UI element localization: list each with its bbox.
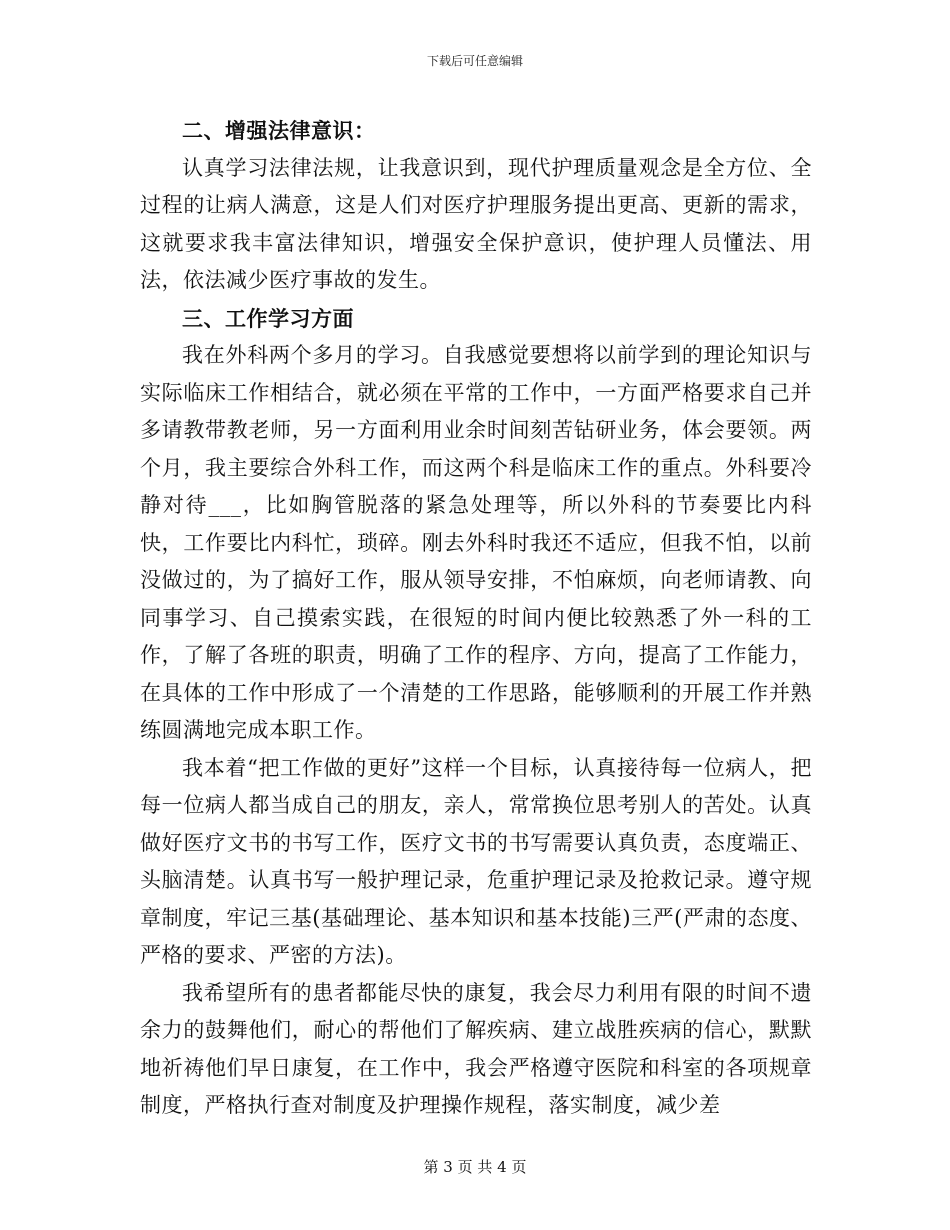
paragraph-surgery-study: 我在外科两个多月的学习。自我感觉要想将以前学到的理论知识与实际临床工作相结合，就必须在平常的工作中，一方面严格要求自己并多请教带教老师，另一方面利用业余时间刻苦钻研业务，体会要领。两个月，我主要综合外科工作，而这两个科是临床工作的重点。外科要冷静对待___，比如胸管脱落的紧急处理等，所以外科的节奏要比内科快，工作要比内科忙，琐碎。刚去外科时我还不适应，但我不怕，以前没做过的，为了搞好工作，服从领导安排，不怕麻烦，向老师请教、向同事学习、自己摸索实践，在很短的时间内便比较熟悉了外一科的工作，了解了各班的职责，明确了工作的程序、方向，提高了工作能力，在具体的工作中形成了一个清楚的工作思路，能够顺利的开展工作并熟练圆满地完成本职工作。	[140, 343, 812, 742]
paragraph-legal-awareness: 认真学习法律法规，让我意识到，现代护理质量观念是全方位、全过程的让病人满意，这是人们对医疗护理服务提出更高、更新的需求，这就要求我丰富法律知识，增强安全保护意识，使护理人员懂法、用法，依法减少医疗事故的发生。	[140, 155, 812, 292]
page-number-footer: 第 3 页 共 4 页	[423, 1158, 527, 1176]
document-body	[140, 112, 812, 1125]
section-heading-work-study: 三、工作学习方面	[182, 305, 354, 331]
section-heading-legal-awareness: 二、增强法律意识：	[182, 118, 376, 143]
paragraph-hope-recovery: 我希望所有的患者都能尽快的康复，我会尽力利用有限的时间不遗余力的鼓舞他们，耐心的帮他们了解疾病、建立战胜疾病的信心，默默地祈祷他们早日康复，在工作中，我会严格遵守医院和科室的各项规章制度，严格执行查对制度及护理操作规程，落实制度，减少差	[140, 980, 812, 1117]
page-header-note: 下载后可任意编辑	[426, 54, 523, 68]
paragraph-patient-care: 我本着“把工作做的更好”这样一个目标，认真接待每一位病人，把每一位病人都当成自己的朋友，亲人，常常换位思考别人的苦处。认真做好医疗文书的书写工作，医疗文书的书写需要认真负责，态度端正、头脑清楚。认真书写一般护理记录，危重护理记录及抢救记录。遵守规章制度，牢记三基(基础理论、基本知识和基本技能)三严(严肃的态度、严格的要求、严密的方法)。	[140, 755, 812, 967]
